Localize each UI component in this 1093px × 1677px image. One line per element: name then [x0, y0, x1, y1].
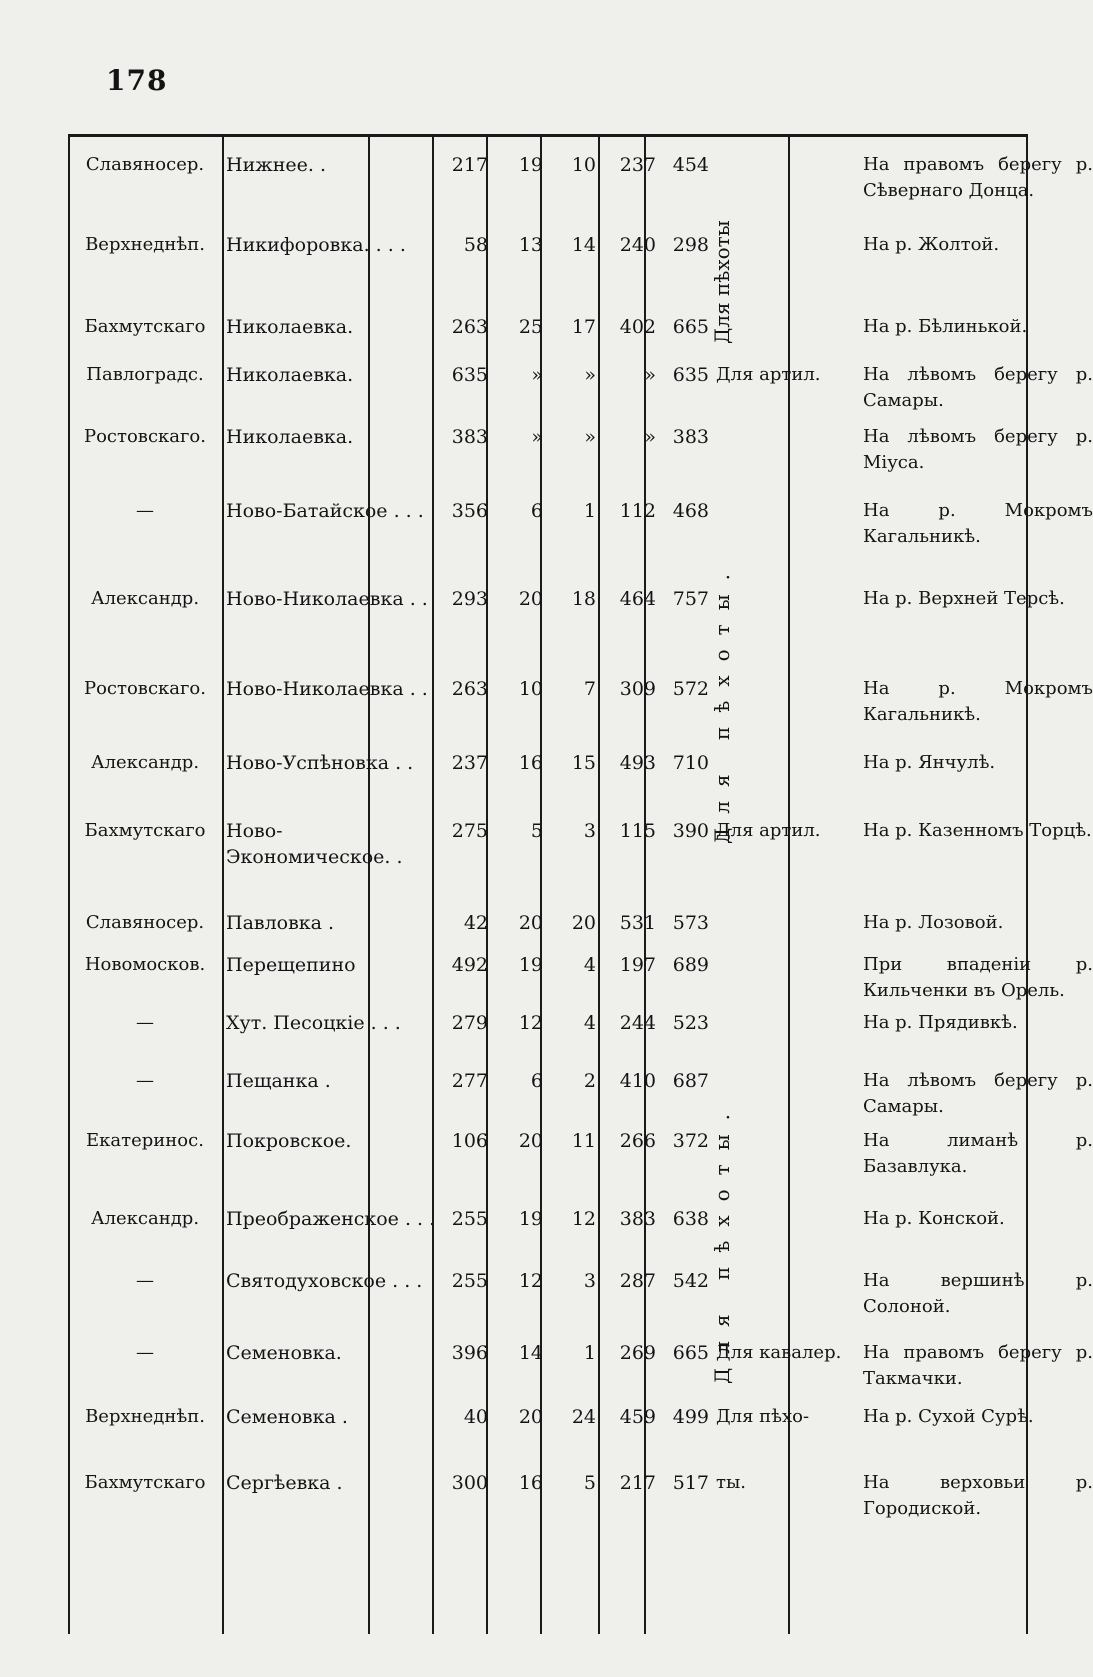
total-cell: 635: [672, 364, 709, 386]
location-note-cell: На лиманѣ р. Базавлука.: [863, 1130, 1093, 1177]
total-cell: 499: [672, 1406, 709, 1428]
district-cell: Павлоградс.: [86, 364, 204, 385]
location-note-cell: На р. Казенномъ Торцѣ.: [863, 820, 1092, 841]
total-cell: 665: [672, 1342, 709, 1364]
total-cell: 689: [672, 954, 709, 976]
total-cell: 757: [672, 588, 709, 610]
table-top-rule: [68, 134, 1028, 137]
total-cell: 468: [672, 500, 709, 522]
count-cell: 58: [463, 234, 488, 256]
vertical-purpose-label: Для пѣхоты: [710, 220, 734, 344]
count-cell: 237: [619, 154, 656, 176]
vertical-purpose-label: Для пѣхоты.: [710, 1100, 734, 1384]
count-cell: 244: [619, 1012, 656, 1034]
total-cell: 523: [672, 1012, 709, 1034]
district-cell: Александр.: [90, 752, 200, 773]
count-cell: 16: [518, 1472, 543, 1494]
settlement-table: [68, 134, 1093, 1634]
count-cell: 20: [518, 1406, 543, 1428]
total-cell: 517: [672, 1472, 709, 1494]
count-cell: 493: [619, 752, 656, 774]
location-note-cell: На р. Мокромъ Кагальникѣ.: [863, 500, 1093, 547]
count-cell: 635: [451, 364, 488, 386]
count-cell: 24: [571, 1406, 596, 1428]
purpose-cell: ты.: [716, 1472, 747, 1493]
count-cell: 300: [451, 1472, 488, 1494]
location-note-cell: На верховьи р. Городиской.: [863, 1472, 1093, 1519]
count-cell: 3: [583, 1270, 596, 1292]
village-cell: Хут. Песоцкіе . . .: [226, 1012, 401, 1034]
village-cell: Сергѣевка .: [226, 1472, 343, 1494]
village-cell: Ново-Экономическое. .: [226, 820, 403, 868]
count-cell: 15: [571, 752, 596, 774]
count-cell: 240: [619, 234, 656, 256]
village-cell: Преображенское . . .: [226, 1208, 436, 1230]
count-cell: 1: [583, 1342, 596, 1364]
count-cell: 42: [463, 912, 488, 934]
location-note-cell: На правомъ берегу р. Сѣвернаго Донца.: [863, 154, 1093, 201]
count-cell: 11: [571, 1130, 596, 1152]
location-note-cell: На р. Мокромъ Кагальникѣ.: [863, 678, 1093, 725]
count-cell: 237: [451, 752, 488, 774]
count-cell: 287: [619, 1270, 656, 1292]
district-cell: Александр.: [90, 1208, 200, 1229]
total-cell: 687: [672, 1070, 709, 1092]
purpose-cell: Для артил.: [716, 364, 821, 385]
district-cell: Верхнеднѣп.: [85, 234, 205, 255]
village-cell: Покровское.: [226, 1130, 352, 1152]
count-cell: 40: [463, 1406, 488, 1428]
district-cell: Славяносер.: [85, 154, 205, 175]
count-cell: 10: [571, 154, 596, 176]
count-cell: 266: [619, 1130, 656, 1152]
district-cell: Бахмутскаго: [84, 316, 206, 337]
total-cell: 710: [672, 752, 709, 774]
village-cell: Ново-Батайское . . .: [226, 500, 424, 522]
village-cell: Павловка .: [226, 912, 335, 934]
count-cell: »: [531, 426, 543, 448]
count-cell: 14: [518, 1342, 543, 1364]
district-cell: —: [136, 1070, 154, 1091]
count-cell: 18: [571, 588, 596, 610]
village-cell: Николаевка.: [226, 316, 354, 338]
count-cell: 531: [619, 912, 656, 934]
count-cell: 396: [451, 1342, 488, 1364]
total-cell: 638: [672, 1208, 709, 1230]
count-cell: 4: [583, 954, 596, 976]
location-note-cell: На вершинѣ р. Солоной.: [863, 1270, 1093, 1317]
count-cell: 402: [619, 316, 656, 338]
purpose-cell: Для кавалер.: [716, 1342, 842, 1363]
location-note-cell: На р. Янчулѣ.: [863, 752, 996, 773]
count-cell: 7: [583, 678, 596, 700]
location-note-cell: На р. Бѣлинькой.: [863, 316, 1028, 337]
column-rule: [222, 134, 224, 1634]
district-cell: Славяносер.: [85, 912, 205, 933]
count-cell: 12: [518, 1012, 543, 1034]
location-note-cell: При впаденіи р. Кильченки въ Орель.: [863, 954, 1093, 1001]
count-cell: 19: [518, 154, 543, 176]
district-cell: Александр.: [90, 588, 200, 609]
village-cell: Никифоровка. . . .: [226, 234, 406, 256]
count-cell: »: [584, 426, 596, 448]
district-cell: Бахмутскаго: [84, 1472, 206, 1493]
village-cell: Ново-Успѣновка . .: [226, 752, 414, 774]
location-note-cell: На р. Сухой Сурѣ.: [863, 1406, 1034, 1427]
total-cell: 298: [672, 234, 709, 256]
location-note-cell: На лѣвомъ берегу р. Самары.: [863, 364, 1093, 411]
location-note-cell: На правомъ берегу р. Такмачки.: [863, 1342, 1093, 1389]
location-note-cell: На р. Лозовой.: [863, 912, 1004, 933]
vertical-purpose-label: Для пѣхоты.: [710, 560, 734, 844]
village-cell: Семеновка.: [226, 1342, 342, 1364]
district-cell: Бахмутскаго: [84, 820, 206, 841]
count-cell: 115: [619, 820, 656, 842]
village-cell: Николаевка.: [226, 364, 354, 386]
count-cell: 13: [518, 234, 543, 256]
count-cell: 197: [619, 954, 656, 976]
total-cell: 383: [672, 426, 709, 448]
count-cell: 263: [451, 316, 488, 338]
count-cell: 20: [571, 912, 596, 934]
district-cell: Ростовскаго.: [83, 678, 206, 699]
count-cell: 12: [571, 1208, 596, 1230]
total-cell: 573: [672, 912, 709, 934]
location-note-cell: На лѣвомъ берегу р. Самары.: [863, 1070, 1093, 1117]
count-cell: 383: [451, 426, 488, 448]
count-cell: 2: [583, 1070, 596, 1092]
count-cell: 6: [530, 1070, 543, 1092]
count-cell: 356: [451, 500, 488, 522]
count-cell: 112: [619, 500, 656, 522]
total-cell: 665: [672, 316, 709, 338]
count-cell: 269: [619, 1342, 656, 1364]
count-cell: 14: [571, 234, 596, 256]
count-cell: 255: [451, 1208, 488, 1230]
count-cell: 3: [583, 820, 596, 842]
village-cell: Пещанка .: [226, 1070, 331, 1092]
location-note-cell: На р. Прядивкѣ.: [863, 1012, 1018, 1033]
count-cell: 255: [451, 1270, 488, 1292]
district-cell: —: [136, 1270, 154, 1291]
village-cell: Семеновка .: [226, 1406, 348, 1428]
total-cell: 372: [672, 1130, 709, 1152]
count-cell: »: [644, 364, 656, 386]
column-rule: [68, 134, 70, 1634]
location-note-cell: На р. Жолтой.: [863, 234, 1000, 255]
district-cell: Верхнеднѣп.: [85, 1406, 205, 1427]
count-cell: 20: [518, 588, 543, 610]
count-cell: »: [531, 364, 543, 386]
count-cell: »: [644, 426, 656, 448]
district-cell: —: [136, 500, 154, 521]
count-cell: 20: [518, 1130, 543, 1152]
village-cell: Святодуховское . . .: [226, 1270, 423, 1292]
count-cell: 19: [518, 954, 543, 976]
count-cell: 10: [518, 678, 543, 700]
total-cell: 542: [672, 1270, 709, 1292]
count-cell: 492: [451, 954, 488, 976]
count-cell: 464: [619, 588, 656, 610]
count-cell: 5: [583, 1472, 596, 1494]
count-cell: 17: [571, 316, 596, 338]
location-note-cell: На лѣвомъ берегу р. Міуса.: [863, 426, 1093, 473]
count-cell: 12: [518, 1270, 543, 1292]
count-cell: »: [584, 364, 596, 386]
count-cell: 263: [451, 678, 488, 700]
count-cell: 410: [619, 1070, 656, 1092]
village-cell: Ново-Николаевка . .: [226, 678, 428, 700]
district-cell: —: [136, 1342, 154, 1363]
village-cell: Николаевка.: [226, 426, 354, 448]
district-cell: Ростовскаго.: [83, 426, 206, 447]
village-cell: Перещепино: [226, 954, 356, 976]
total-cell: 390: [672, 820, 709, 842]
location-note-cell: На р. Верхней Терсѣ.: [863, 588, 1065, 609]
village-cell: Нижнее. .: [226, 154, 326, 176]
count-cell: 25: [518, 316, 543, 338]
count-cell: 16: [518, 752, 543, 774]
count-cell: 217: [451, 154, 488, 176]
count-cell: 6: [530, 500, 543, 522]
district-cell: —: [136, 1012, 154, 1033]
count-cell: 275: [451, 820, 488, 842]
count-cell: 279: [451, 1012, 488, 1034]
count-cell: 293: [451, 588, 488, 610]
count-cell: 309: [619, 678, 656, 700]
page-number: 178: [106, 64, 168, 97]
count-cell: 217: [619, 1472, 656, 1494]
purpose-cell: Для артил.: [716, 820, 821, 841]
count-cell: 19: [518, 1208, 543, 1230]
district-cell: Екатеринос.: [86, 1130, 204, 1151]
district-cell: Новомосков.: [84, 954, 206, 975]
count-cell: 4: [583, 1012, 596, 1034]
count-cell: 383: [619, 1208, 656, 1230]
total-cell: 454: [672, 154, 709, 176]
count-cell: 277: [451, 1070, 488, 1092]
location-note-cell: На р. Конской.: [863, 1208, 1005, 1229]
count-cell: 106: [451, 1130, 488, 1152]
count-cell: 1: [583, 500, 596, 522]
count-cell: 5: [530, 820, 543, 842]
count-cell: 459: [619, 1406, 656, 1428]
total-cell: 572: [672, 678, 709, 700]
count-cell: 20: [518, 912, 543, 934]
purpose-cell: Для пѣхо-: [716, 1406, 810, 1427]
village-cell: Ново-Николаевка . .: [226, 588, 428, 610]
